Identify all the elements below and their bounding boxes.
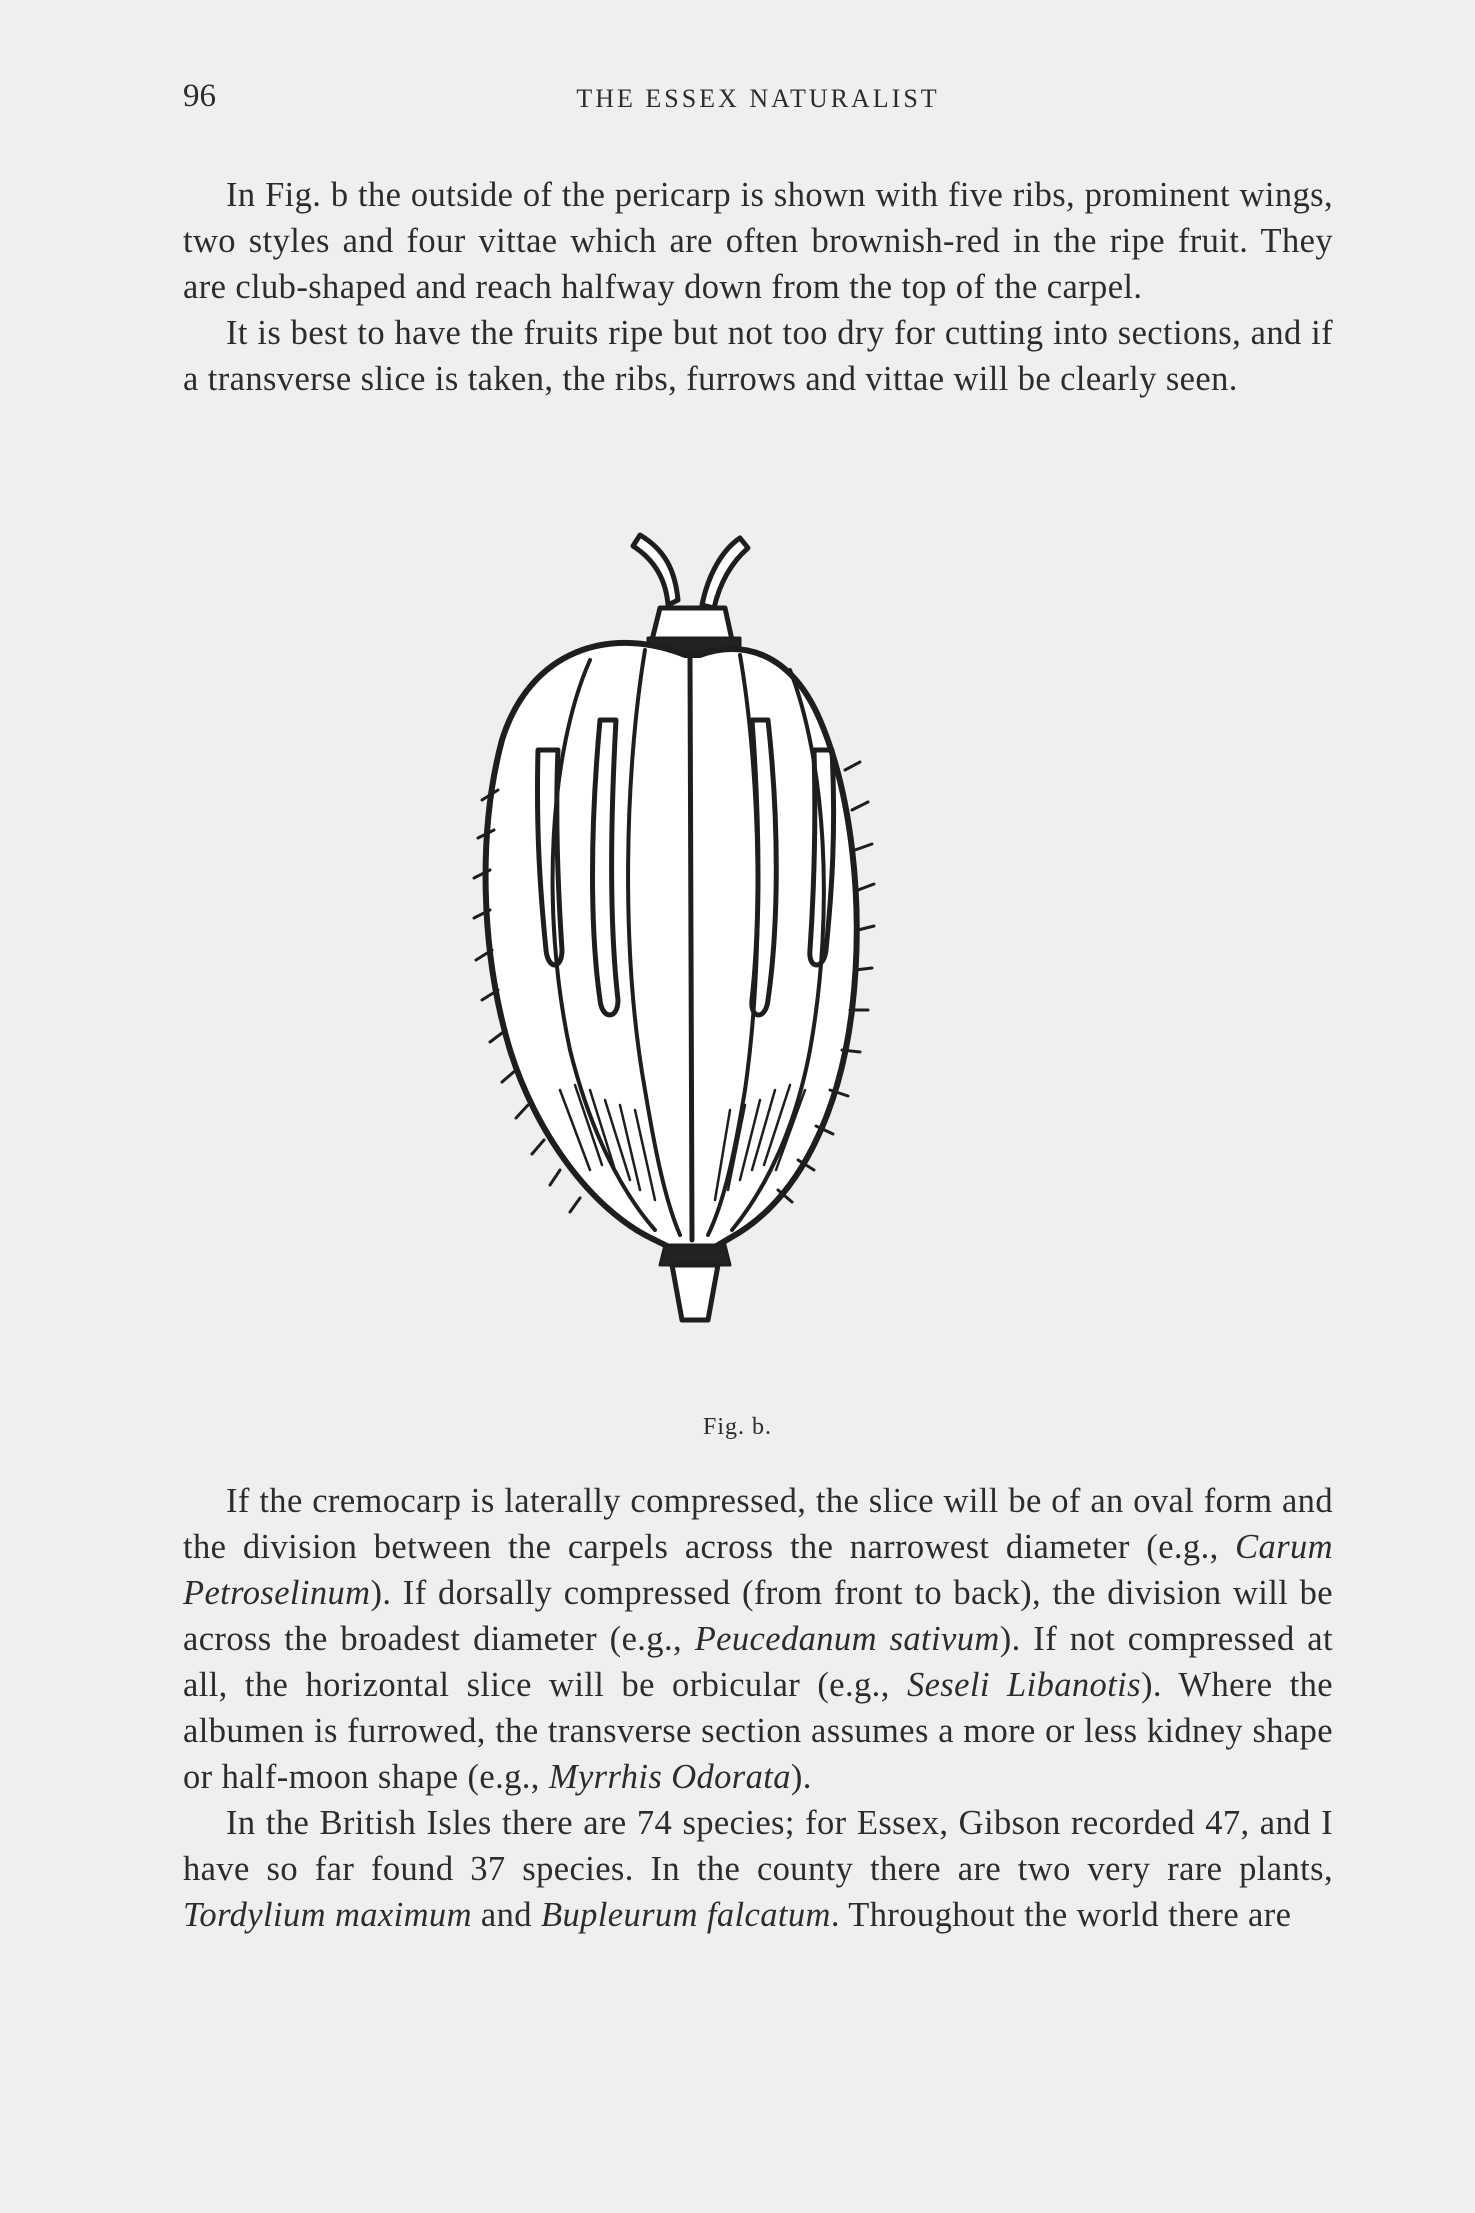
species-name: Tordylium maximum: [183, 1896, 472, 1934]
fruit-illustration: [440, 530, 1020, 1410]
species-name: Myrrhis Odorata: [548, 1758, 791, 1796]
text-block-top: [183, 172, 1333, 402]
paragraph-sections: It is best to have the fruits ripe but not too dry for cutting into sections, and if a transverse slice is taken, the ribs, furrows and vittae will be clearly seen.: [183, 314, 1333, 398]
page-number: 96: [183, 78, 216, 114]
text-run: and: [471, 1896, 541, 1934]
text-block-bottom: [183, 1478, 1333, 1938]
species-name: Peucedanum sativum: [694, 1620, 1000, 1658]
text-run: ). If not compressed at all, the horizontal slice will be orbicular (e.g.,: [183, 1620, 1334, 1704]
paragraph-compression: [183, 1478, 1333, 1800]
species-name: Bupleurum falcatum: [540, 1896, 831, 1934]
running-title: THE ESSEX NATURALIST: [576, 84, 940, 113]
species-name: Carum Petroselinum: [183, 1528, 1333, 1612]
figure-caption: Fig. b.: [702, 1414, 772, 1440]
text-run: ).: [790, 1758, 812, 1796]
text-run: In the British Isles there are 74 species; for Essex, Gibson recorded 47, and I have so far found 37 species. In the county there are two very rare plants,: [183, 1804, 1333, 1888]
text-run: ). Where the albumen is furrowed, the transverse section assumes a more or less kidney shape or half-moon shape (e.g.,: [183, 1666, 1333, 1796]
text-run: If the cremocarp is laterally compressed, the slice will be of an oval form and the division between the carpels across the narrowest diameter (e.g.,: [183, 1482, 1333, 1566]
fruit-figure: [440, 530, 1020, 1410]
text-run: . Throughout the world there are: [830, 1896, 1292, 1934]
page-header: [183, 78, 1333, 118]
paragraph-species-counts: [183, 1800, 1333, 1938]
species-name: Seseli Libanotis: [906, 1666, 1141, 1704]
text-run: ). If dorsally compressed (from front to back), the division will be across the broadest diameter (e.g.,: [183, 1574, 1333, 1658]
paragraph-fig-description: In Fig. b the outside of the pericarp is shown with five ribs, prominent wings, two styles and four vittae which are often brownish-red in the ripe fruit. They are club-shaped and reach halfway down from the top of the carpel.: [183, 176, 1333, 306]
